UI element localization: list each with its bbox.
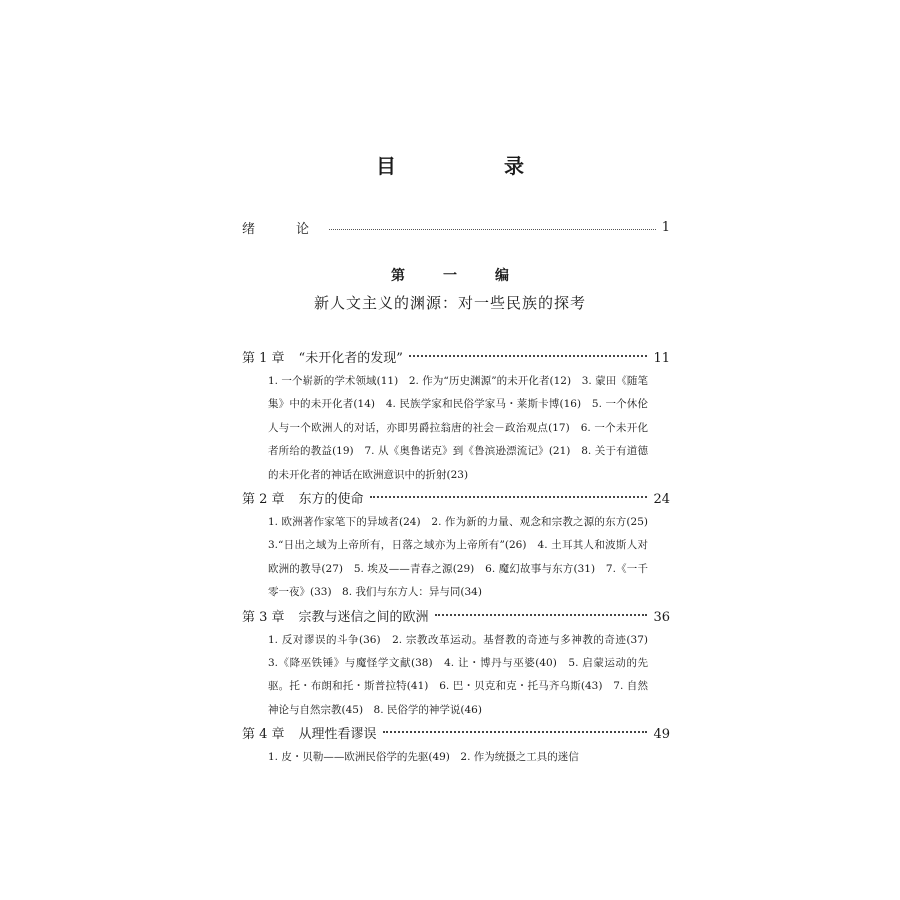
dot-leader xyxy=(409,355,648,357)
dot-leader xyxy=(329,229,656,230)
page-title: 目 录 xyxy=(376,154,568,178)
chapter-heading xyxy=(242,724,670,746)
dot-leader xyxy=(383,731,648,733)
chapter-number: 第 1 章 xyxy=(242,351,285,366)
chapter-page-number: 36 xyxy=(653,609,670,625)
part-subtitle: 新人文主义的渊源：对一些民族的探考 xyxy=(313,294,586,312)
chapter-heading xyxy=(242,607,670,629)
chapter-page-number: 49 xyxy=(653,727,670,743)
chapter-sections: 1. 反对谬误的斗争(36) 2. 宗教改革运动。基督教的奇迹与多神教的奇迹(37) 3.《降巫铁锤》与魔怪学文献(38) 4. 让・博丹与巫婆(40) 5. 启蒙运动的先驱。托・布朗和托・斯普拉特(41) 6. 巴・贝克和克・托马齐乌斯(43) 7. 自然神论与自然宗教(45) 8. 民俗学的神学说(46) xyxy=(268,633,659,716)
intro-label: 绪 论 xyxy=(242,222,324,237)
chapter-heading xyxy=(242,348,670,370)
toc-entry-intro xyxy=(242,218,670,237)
part-label: 第 一 编 xyxy=(391,268,521,284)
chapter-page-number: 24 xyxy=(653,492,670,508)
chapter-sections: 1. 欧洲著作家笔下的异域者(24) 2. 作为新的力量、观念和宗教之源的东方(25) 3.“日出之域为上帝所有，日落之域亦为上帝所有”(26) 4. 土耳其人和波斯人对欧洲的教导(27) 5. 埃及——青春之源(29) 6. 魔幻故事与东方(31) 7.《一千零一夜》(33) 8. 我们与东方人：异与同(34) xyxy=(268,516,659,599)
dot-leader xyxy=(435,614,648,616)
chapter-entry xyxy=(242,489,670,605)
chapter-entry xyxy=(242,724,670,769)
chapter-title: 东方的使命 xyxy=(298,492,364,508)
dot-leader xyxy=(370,496,648,498)
chapter-number: 第 4 章 xyxy=(242,727,285,743)
intro-page-number: 1 xyxy=(661,220,670,235)
chapter-sections: 1. 皮・贝勒——欧洲民俗学的先驱(49) 2. 作为统摄之工具的迷信 xyxy=(268,751,579,764)
chapter-number: 第 3 章 xyxy=(242,609,285,625)
chapter-title: “未开化者的发现” xyxy=(298,351,403,366)
chapter-title: 从理性看谬误 xyxy=(298,727,377,743)
chapter-page-number: 11 xyxy=(653,351,670,366)
chapter-list xyxy=(242,348,670,772)
chapter-title: 宗教与迷信之间的欧洲 xyxy=(298,609,429,625)
chapter-number: 第 2 章 xyxy=(242,492,285,508)
chapter-sections: 1. 一个崭新的学术领域(11) 2. 作为“历史渊源”的未开化者(12) 3. 蒙田《随笔集》中的未开化者(14) 4. 民族学家和民俗学家马・莱斯卡博(16) 5. 一个休伦人与一个欧洲人的对话，亦即男爵拉翁唐的社会－政治观点(17) 6. 一个未开化者所给的教益(19) 7. 从《奥鲁诺克》到《鲁滨逊漂流记》(21) 8. 关于有道德的未开化者的神话在欧洲意识中的折射(23) xyxy=(268,375,648,481)
chapter-heading xyxy=(242,489,670,511)
chapter-entry xyxy=(242,607,670,723)
chapter-entry xyxy=(242,348,670,487)
